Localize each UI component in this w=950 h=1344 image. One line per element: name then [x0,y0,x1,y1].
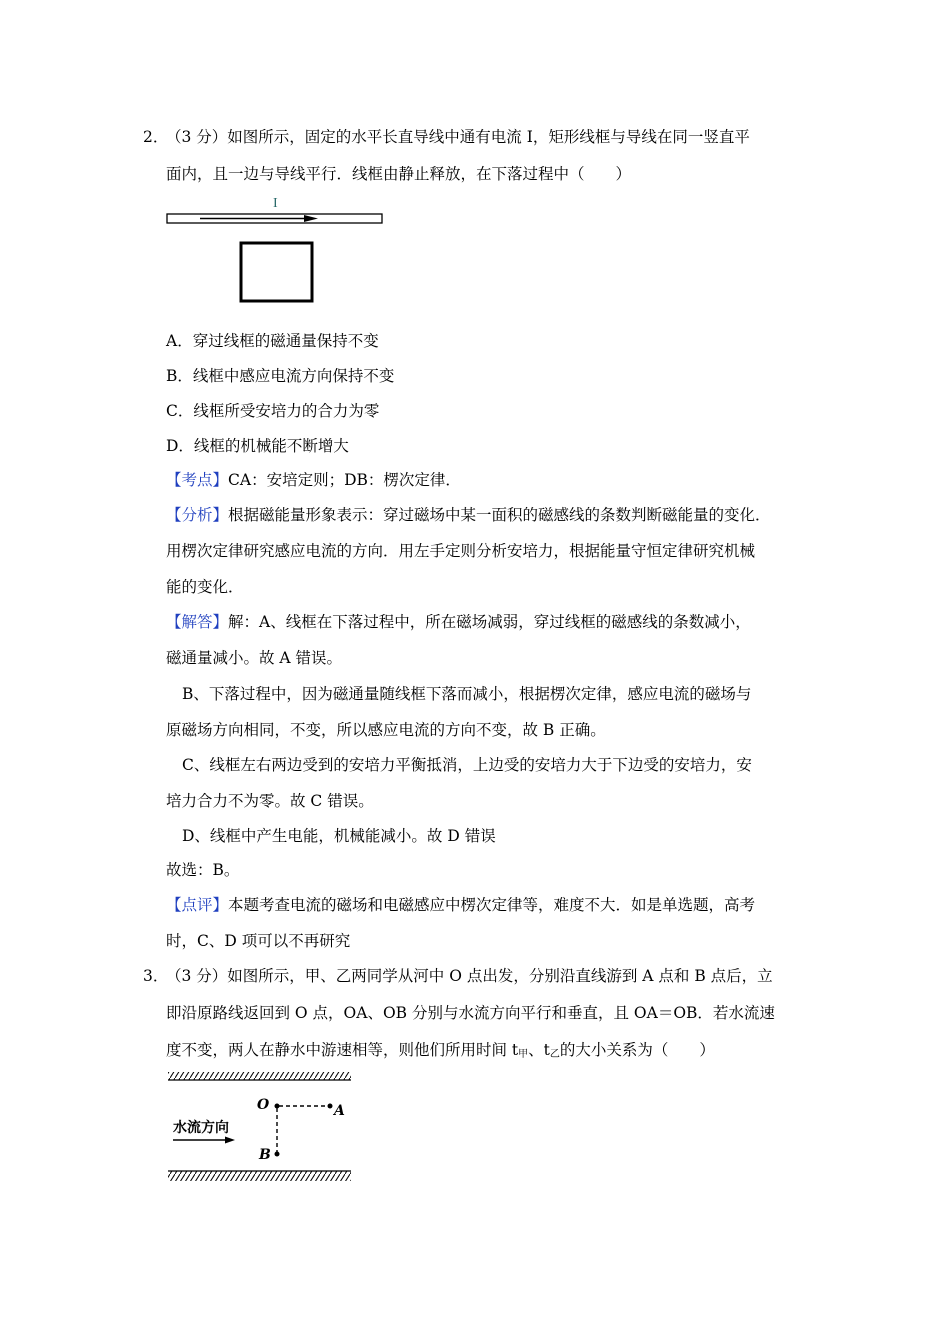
jieda-text-1: 解：A、线框在下落过程中，所在磁场减弱，穿过线框的磁感线的条数减小， [228,613,751,631]
jieda-line1 [166,612,751,632]
bottom-bank-hatch [168,1171,351,1181]
point-b [275,1152,280,1157]
q2-figure [160,190,400,310]
dianping-tag: 【点评】 [166,896,229,914]
top-bank-hatch [168,1072,351,1080]
jieda-line3: B、下落过程中，因为磁通量随线框下落而减小，根据楞次定律，感应电流的磁场与 [182,685,752,703]
fenxi-line3: 能的变化． [166,578,244,596]
square-loop [241,243,312,301]
sub-yi: 乙 [549,1049,560,1060]
point-o [275,1104,280,1109]
q2-option-a: A．穿过线框的磁通量保持不变 [166,332,379,350]
label-b: B [259,1147,271,1163]
q3-figure [165,1070,360,1190]
dianping-text-1: 本题考查电流的磁场和电磁感应中楞次定律等，难度不大．如是单选题，高考 [228,896,756,914]
jieda-line7: D、线框中产生电能，机械能减小。故 D 错误 [182,827,496,845]
sub-jia: 甲 [518,1049,529,1060]
kaodian-text: CA：安培定则；DB：楞次定律． [228,471,461,489]
q3-stem-3a: 度不变，两人在静水中游速相等，则他们所用时间 t [166,1041,519,1059]
q2-number: 2． [143,128,169,146]
q3-stem-line3 [166,1040,715,1065]
flow-label: 水流方向 [173,1120,229,1136]
jieda-line4: 原磁场方向相同，不变，所以感应电流的方向不变，故 B 正确。 [166,721,606,739]
q2-option-b: B．线框中感应电流方向保持不变 [166,367,395,385]
q3-stem-3c: 的大小关系为（ ） [559,1041,715,1059]
label-o: O [257,1097,270,1113]
kaodian-line [166,470,461,490]
current-label: I [273,196,278,211]
q3-stem-3b: 、t [528,1041,550,1059]
dianping-line1 [166,895,755,915]
jieda-line2: 磁通量减小。故 A 错误。 [166,649,343,667]
q2-option-d: D．线框的机械能不断增大 [166,437,349,455]
q3-stem-line2: 即沿原路线返回到 O 点，OA、OB 分别与水流方向平行和垂直，且 OA＝OB．若水流速 [166,1004,775,1022]
flow-arrow-head [225,1137,235,1144]
q3-stem-line1: （3 分）如图所示，甲、乙两同学从河中 O 点出发，分别沿直线游到 A 点和 B 点后，立 [166,967,773,985]
fenxi-line1 [166,505,771,525]
kaodian-tag: 【考点】 [166,471,229,489]
q2-option-c: C．线框所受安培力的合力为零 [166,402,380,420]
q2-stem-line2: 面内，且一边与导线平行．线框由静止释放，在下落过程中（ ） [166,165,632,183]
point-a [328,1104,333,1109]
dianping-line2: 时，C、D 项可以不再研究 [166,932,351,950]
fenxi-text-1: 根据磁能量形象表示：穿过磁场中某一面积的磁感线的条数判断磁能量的变化． [228,506,771,524]
label-a: A [334,1103,345,1119]
q3-number: 3． [143,967,169,985]
jieda-tag: 【解答】 [166,613,229,631]
guxuan-line: 故选：B。 [166,861,240,879]
q2-stem-line1: （3 分）如图所示，固定的水平长直导线中通有电流 I，矩形线框与导线在同一竖直平 [166,128,750,146]
current-arrow-head [304,215,318,222]
fenxi-tag: 【分析】 [166,506,229,524]
jieda-line5: C、线框左右两边受到的安培力平衡抵消，上边受的安培力大于下边受的安培力，安 [182,756,752,774]
fenxi-line2: 用楞次定律研究感应电流的方向．用左手定则分析安培力，根据能量守恒定律研究机械 [166,542,756,560]
jieda-line6: 培力合力不为零。故 C 错误。 [166,792,374,810]
